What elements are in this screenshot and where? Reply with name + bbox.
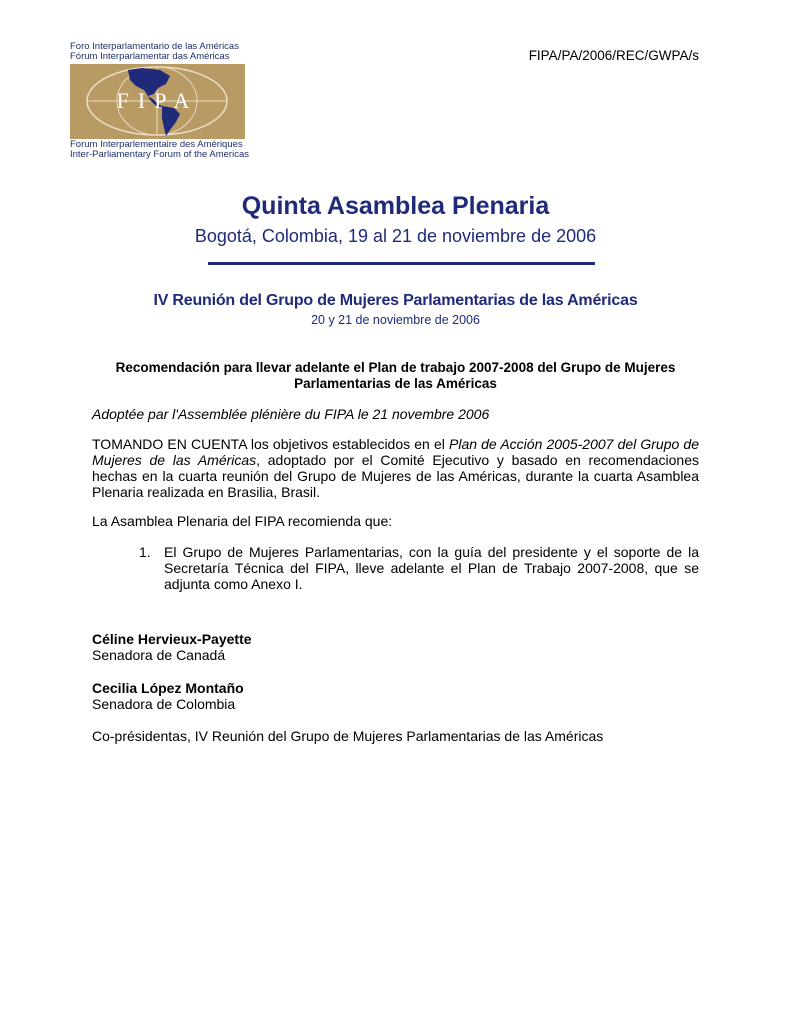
fipa-logo	[70, 64, 245, 139]
adoption-note: Adoptée par l'Assemblée plénière du FIPA le 21 novembre 2006	[92, 406, 490, 422]
signatory-2	[92, 680, 244, 712]
logo-bottom-line-2: Inter-Parliamentary Forum of the Americas	[70, 149, 249, 160]
page-title: Quinta Asamblea Plenaria	[241, 192, 550, 220]
logo-top-line-2: Fórum Interparlamentar das Américas	[70, 51, 230, 62]
signatory-role: Senadora de Canadá	[92, 647, 226, 663]
plan-of-action-reference: Plan de Acción 2005-2007 del Grupo de Mujeres de las Américas	[92, 436, 699, 468]
recommendation-intro: La Asamblea Plenaria del FIPA recomienda que:	[92, 513, 393, 529]
meeting-dates: 20 y 21 de noviembre de 2006	[311, 313, 480, 327]
list-item-number: 1.	[139, 544, 151, 560]
considering-paragraph	[92, 436, 699, 500]
recommendation-title-line-2: Parlamentarias de las Américas	[294, 376, 497, 391]
recommendation-title	[92, 360, 699, 392]
logo-bottom-text	[70, 140, 249, 160]
signatory-1	[92, 631, 252, 663]
signatory-role: Senadora de Colombia	[92, 696, 236, 712]
logo-top-line-1: Foro Interparlamentario de las Américas	[70, 41, 239, 52]
logo-bottom-line-1: Forum Interparlementaire des Amériques	[70, 139, 243, 150]
paragraph-lead: TOMANDO EN CUENTA los objetivos establecidos en el	[92, 436, 449, 452]
co-presidents-line: Co-présidentas, IV Reunión del Grupo de Mujeres Parlamentarias de las Américas	[92, 728, 604, 744]
meeting-title: IV Reunión del Grupo de Mujeres Parlamentarias de las Américas	[153, 292, 638, 309]
document-reference: FIPA/PA/2006/REC/GWPA/s	[528, 48, 699, 63]
paragraph-rest: , adoptado por el Comité Ejecutivo y basado en recomendaciones hechas en la cuarta reunión del Grupo de Mujeres de las Américas, durante la cuarta Asamblea Plenaria realizada en Brasilia, Brasil.	[92, 452, 699, 500]
page-subtitle: Bogotá, Colombia, 19 al 21 de noviembre de 2006	[194, 226, 597, 246]
logo-center-text: FIPA	[116, 88, 199, 113]
list-item: El Grupo de Mujeres Parlamentarias, con la guía del presidente y el soporte de la Secretaría Técnica del FIPA, lleve adelante el Plan de Trabajo 2007-2008, que se adjunta como Anexo I.	[164, 544, 699, 592]
title-divider	[208, 262, 595, 265]
signatory-name: Céline Hervieux-Payette	[92, 631, 252, 647]
signatory-name: Cecilia López Montaño	[92, 680, 244, 696]
logo-top-text	[70, 42, 239, 62]
recommendation-title-line-1: Recomendación para llevar adelante el Plan de trabajo 2007-2008 del Grupo de Mujeres	[115, 360, 676, 375]
